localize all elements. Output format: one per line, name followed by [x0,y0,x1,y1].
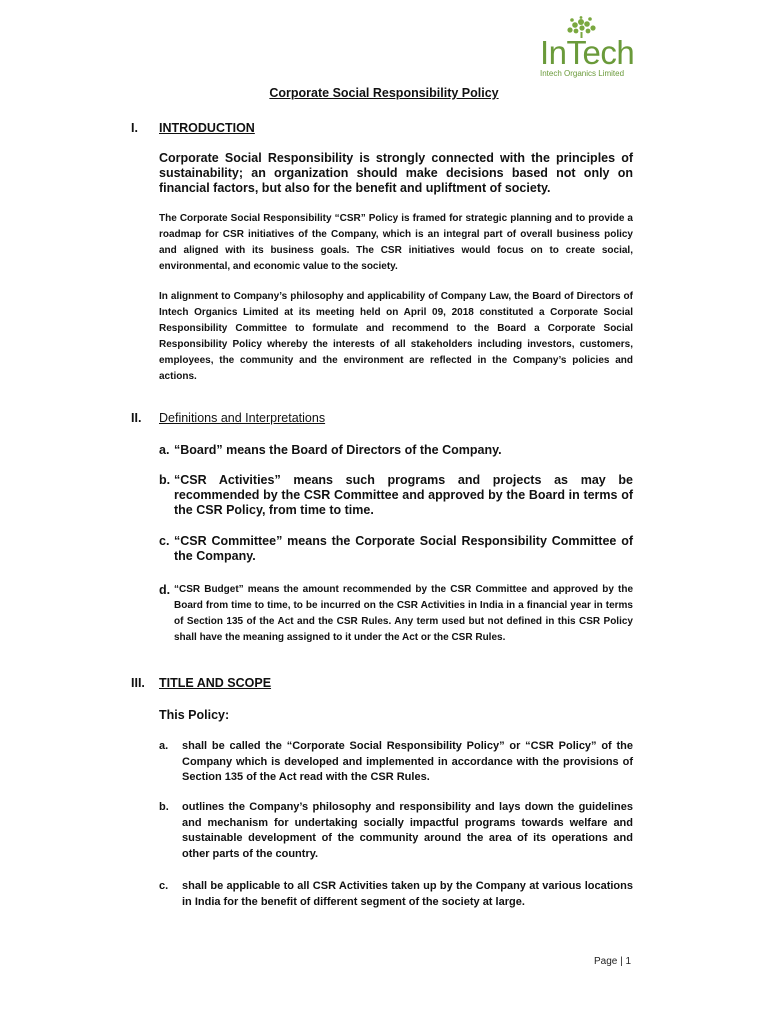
definition-item [159,582,633,646]
definition-text: “Board” means the Board of Directors of the Company. [174,443,502,457]
section-heading-intro: INTRODUCTION [159,121,255,135]
scope-label: b. [159,801,169,813]
page-title: Corporate Social Responsibility Policy [269,86,499,100]
definition-text: “CSR Committee” means the Corporate Social Responsibility Committee of the Company. [174,534,633,563]
scope-label: c. [159,880,169,892]
definition-label: d. [159,583,171,597]
definition-item [159,534,633,564]
definition-label: b. [159,473,171,487]
section-heading-scope: TITLE AND SCOPE [159,676,272,690]
definition-item [159,443,633,458]
page-number: Page | 1 [594,956,632,967]
definition-label: c. [159,534,170,548]
definition-text: “CSR Activities” means such programs and projects as may be recommended by the CSR Committee and approved by the Board in terms of the CSR Policy, from time to time. [174,473,633,517]
scope-text: shall be applicable to all CSR Activities taken up by the Company at various locations in India for the benefit of different segment of the society at large. [182,880,633,908]
scope-intro: This Policy: [159,708,230,722]
scope-label: a. [159,740,169,752]
definition-label: a. [159,443,170,457]
intro-paragraph-1: Corporate Social Responsibility is strongly connected with the principles of sustainability; an organization should make decisions based not only on financial factors, but also for the benefit and upliftment of society. [159,151,633,195]
section-number-intro: I. [131,121,138,135]
intro-paragraph-2: The Corporate Social Responsibility “CSR” Policy is framed for strategic planning and to provide a roadmap for CSR initiatives of the Company, which is an integral part of overall business policy and aligned with its business goals. The CSR initiatives would focus on to create social, environmental, and economic value to the society. [159,213,633,272]
company-logo [532,16,636,78]
scope-text: outlines the Company’s philosophy and responsibility and lays down the guidelines and mechanism for undertaking socially impactful programs towards welfare and sustainable development of the community around the area of its operations and other parts of the country. [182,801,633,860]
logo-company-name: Intech Organics Limited [540,69,625,78]
definition-text: “CSR Budget” means the amount recommended by the CSR Committee and approved by the Board from time to time, to be incurred on the CSR Activities in India in a financial year in terms of Section 135 of the Act and the CSR Rules. Any term used but not defined in this CSR Policy shall have the meaning assigned to it under the Act or the CSR Rules. [174,584,633,643]
section-number-scope: III. [131,676,145,690]
logo-wordmark: InTech [540,34,635,71]
definition-item [159,473,633,518]
section-number-definitions: II. [131,411,142,425]
scope-item [159,800,633,862]
intro-paragraph-3: In alignment to Company’s philosophy and applicability of Company Law, the Board of Directors of Intech Organics Limited at its meeting held on April 09, 2018 constituted a Corporate Social Responsibility Committee to formulate and recommend to the Board a Corporate Social Responsibility Policy whereby the interests of all stakeholders including investors, customers, employees, the community and the environment are reflected in the Company’s policies and actions. [159,291,633,382]
scope-text: shall be called the “Corporate Social Responsibility Policy” or “CSR Policy” of the Company which is developed and implemented in accordance with the provisions of Section 135 of the Act read with the CSR Rules. [182,740,633,783]
scope-item [159,739,633,786]
scope-item [159,879,633,910]
section-heading-definitions: Definitions and Interpretations [159,411,326,425]
